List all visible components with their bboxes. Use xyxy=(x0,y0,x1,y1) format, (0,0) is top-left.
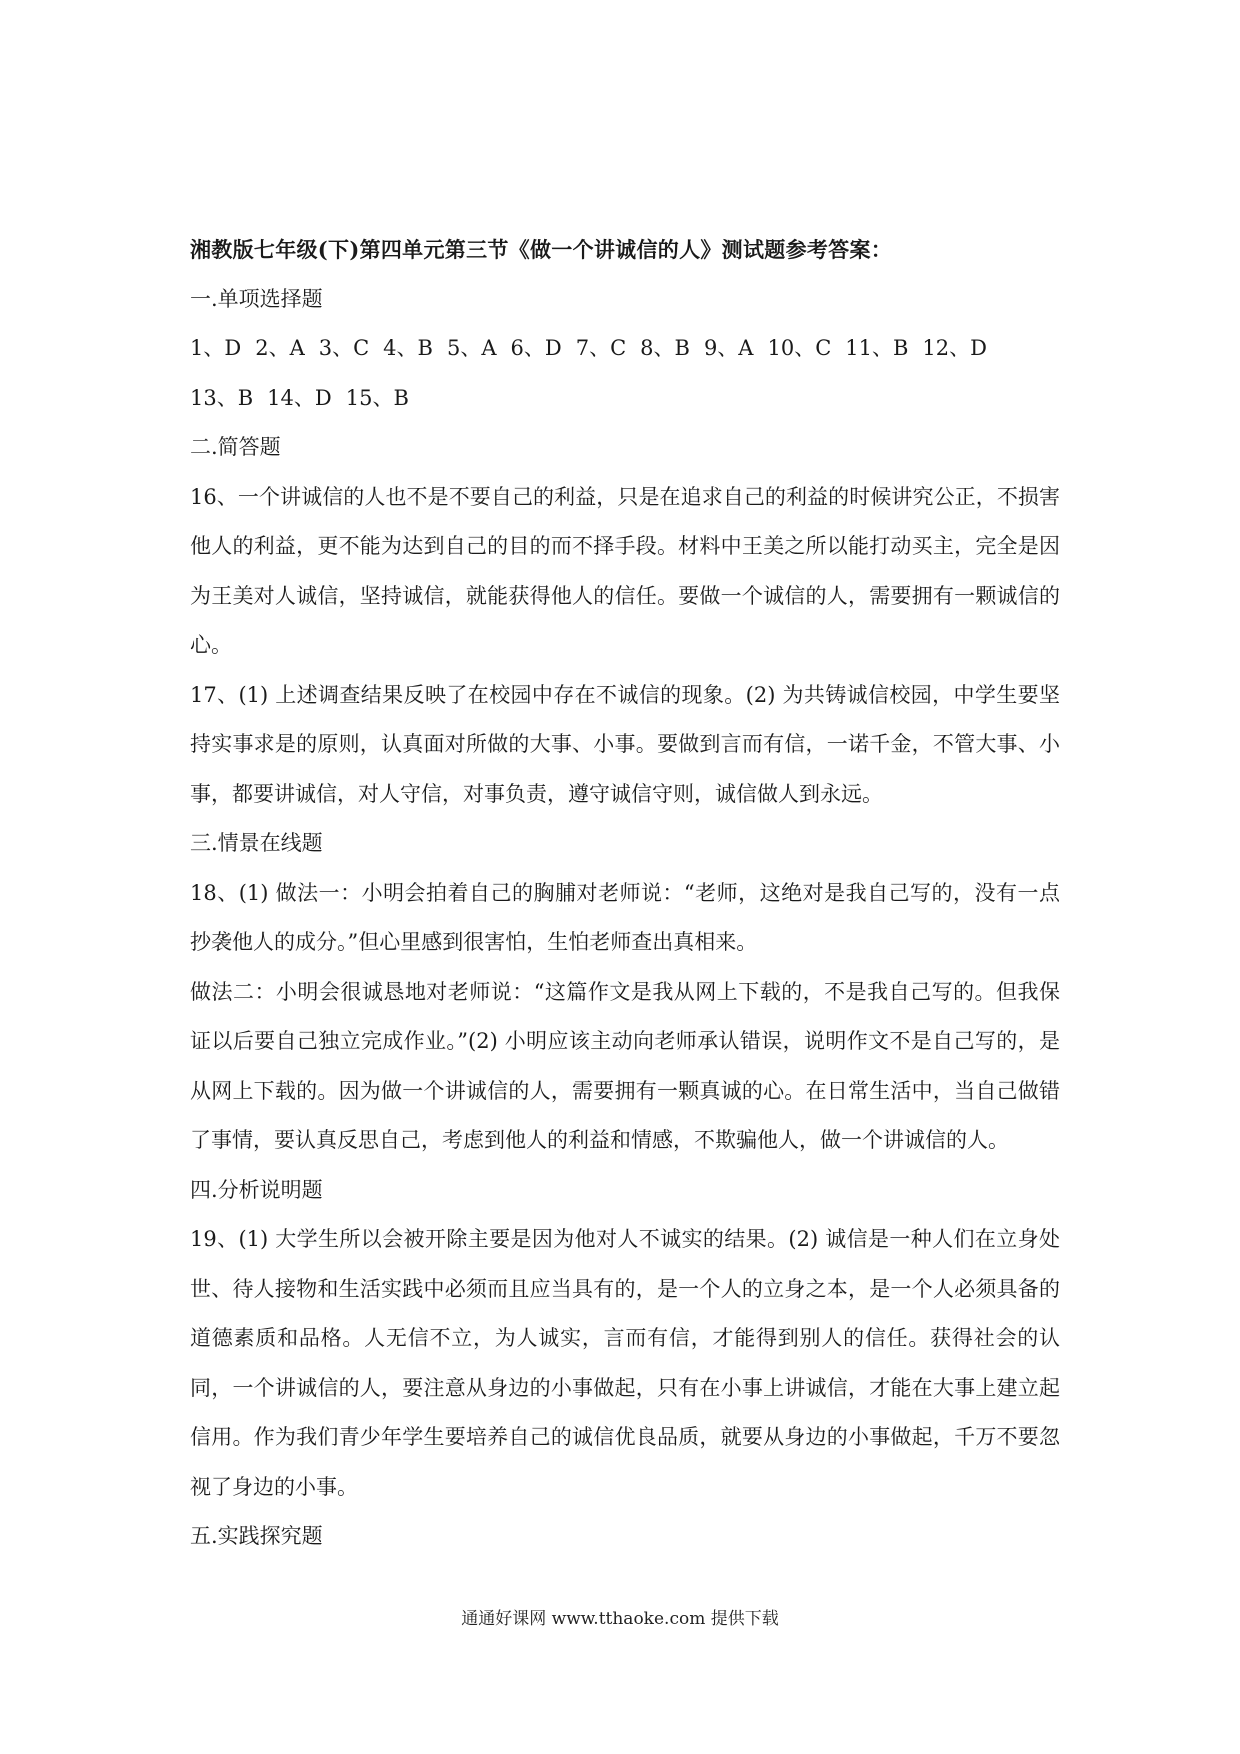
choice-answer: 2、A xyxy=(255,336,305,360)
choice-answer: 12、D xyxy=(922,336,987,360)
answer-19: 19、(1) 大学生所以会被开除主要是因为他对人不诚实的结果。(2) 诚信是一种人们在立身处世、待人接物和生活实践中必须而且应当具有的，是一个人的立身之本，是一个人必须具备的道德素质和品格。人无信不立，为人诚实，言而有信，才能得到别人的信任。获得社会的认同，一个讲诚信的人，要注意从身边的小事做起，只有在小事上讲诚信，才能在大事上建立起信用。作为我们青少年学生要培养自己的诚信优良品质，就要从身边的小事做起，千万不要忽视了身边的小事。 xyxy=(190,1227,1060,1499)
answer-18-part-2: 做法二：小明会很诚恳地对老师说：“这篇作文是我从网上下载的，不是我自己写的。但我保证以后要自己独立完成作业。”(2) 小明应该主动向老师承认错误，说明作文不是自己写的，是从网上下载的。因为做一个讲诚信的人，需要拥有一颗真诚的心。在日常生活中，当自己做错了事情，要认真反思自己，考虑到他人的利益和情感，不欺骗他人，做一个讲诚信的人。 xyxy=(190,979,1060,1152)
section-heading-4: 四.分析说明题 xyxy=(190,1177,323,1202)
answer-17: 17、(1) 上述调查结果反映了在校园中存在不诚信的现象。(2) 为共铸诚信校园，中学生要坚持实事求是的原则，认真面对所做的大事、小事。要做到言而有信，一诺千金，不管大事、小事，都要讲诚信，对人守信，对事负责，遵守诚信守则，诚信做人到永远。 xyxy=(190,682,1060,806)
choice-answer: 8、B xyxy=(640,336,690,360)
choice-answer: 1、D xyxy=(190,336,242,360)
choice-answer: 11、B xyxy=(845,336,909,360)
section-heading-2: 二.简答题 xyxy=(190,435,281,459)
choice-answer: 5、A xyxy=(446,336,497,360)
choice-answer: 6、D xyxy=(510,336,562,360)
answer-row-2 xyxy=(190,374,1060,424)
answer-16: 16、一个讲诚信的人也不是不要自己的利益，只是在追求自己的利益的时候讲究公正，不损害他人的利益，更不能为达到自己的目的而不择手段。材料中王美之所以能打动买主，完全是因为王美对人诚信，坚持诚信，就能获得他人的信任。要做一个诚信的人，需要拥有一颗诚信的心。 xyxy=(190,484,1060,657)
answer-18-part-1: 18、(1) 做法一：小明会拍着自己的胸脯对老师说：“老师，这绝对是我自己写的，没有一点抄袭他人的成分。”但心里感到很害怕，生怕老师查出真相来。 xyxy=(190,880,1060,954)
document-title: 湘教版七年级(下)第四单元第三节《做一个讲诚信的人》测试题参考答案： xyxy=(190,237,893,262)
choice-answer: 9、A xyxy=(703,336,754,360)
choice-answer: 4、B xyxy=(383,336,433,360)
answer-content xyxy=(190,225,1060,1562)
answer-row-1 xyxy=(190,324,1060,374)
section-heading-1: 一.单项选择题 xyxy=(190,286,323,311)
choice-answer: 14、D xyxy=(267,385,332,410)
page-footer: 通通好课网 www.tthaoke.com 提供下载 xyxy=(461,1609,779,1629)
choice-answer: 15、B xyxy=(345,385,409,410)
choice-answer: 10、C xyxy=(767,336,832,360)
choice-answer: 13、B xyxy=(190,385,254,410)
choice-answer: 3、C xyxy=(318,336,370,360)
section-heading-3: 三.情景在线题 xyxy=(190,831,323,855)
choice-answer: 7、C xyxy=(575,336,627,360)
section-heading-5: 五.实践探究题 xyxy=(190,1524,323,1548)
